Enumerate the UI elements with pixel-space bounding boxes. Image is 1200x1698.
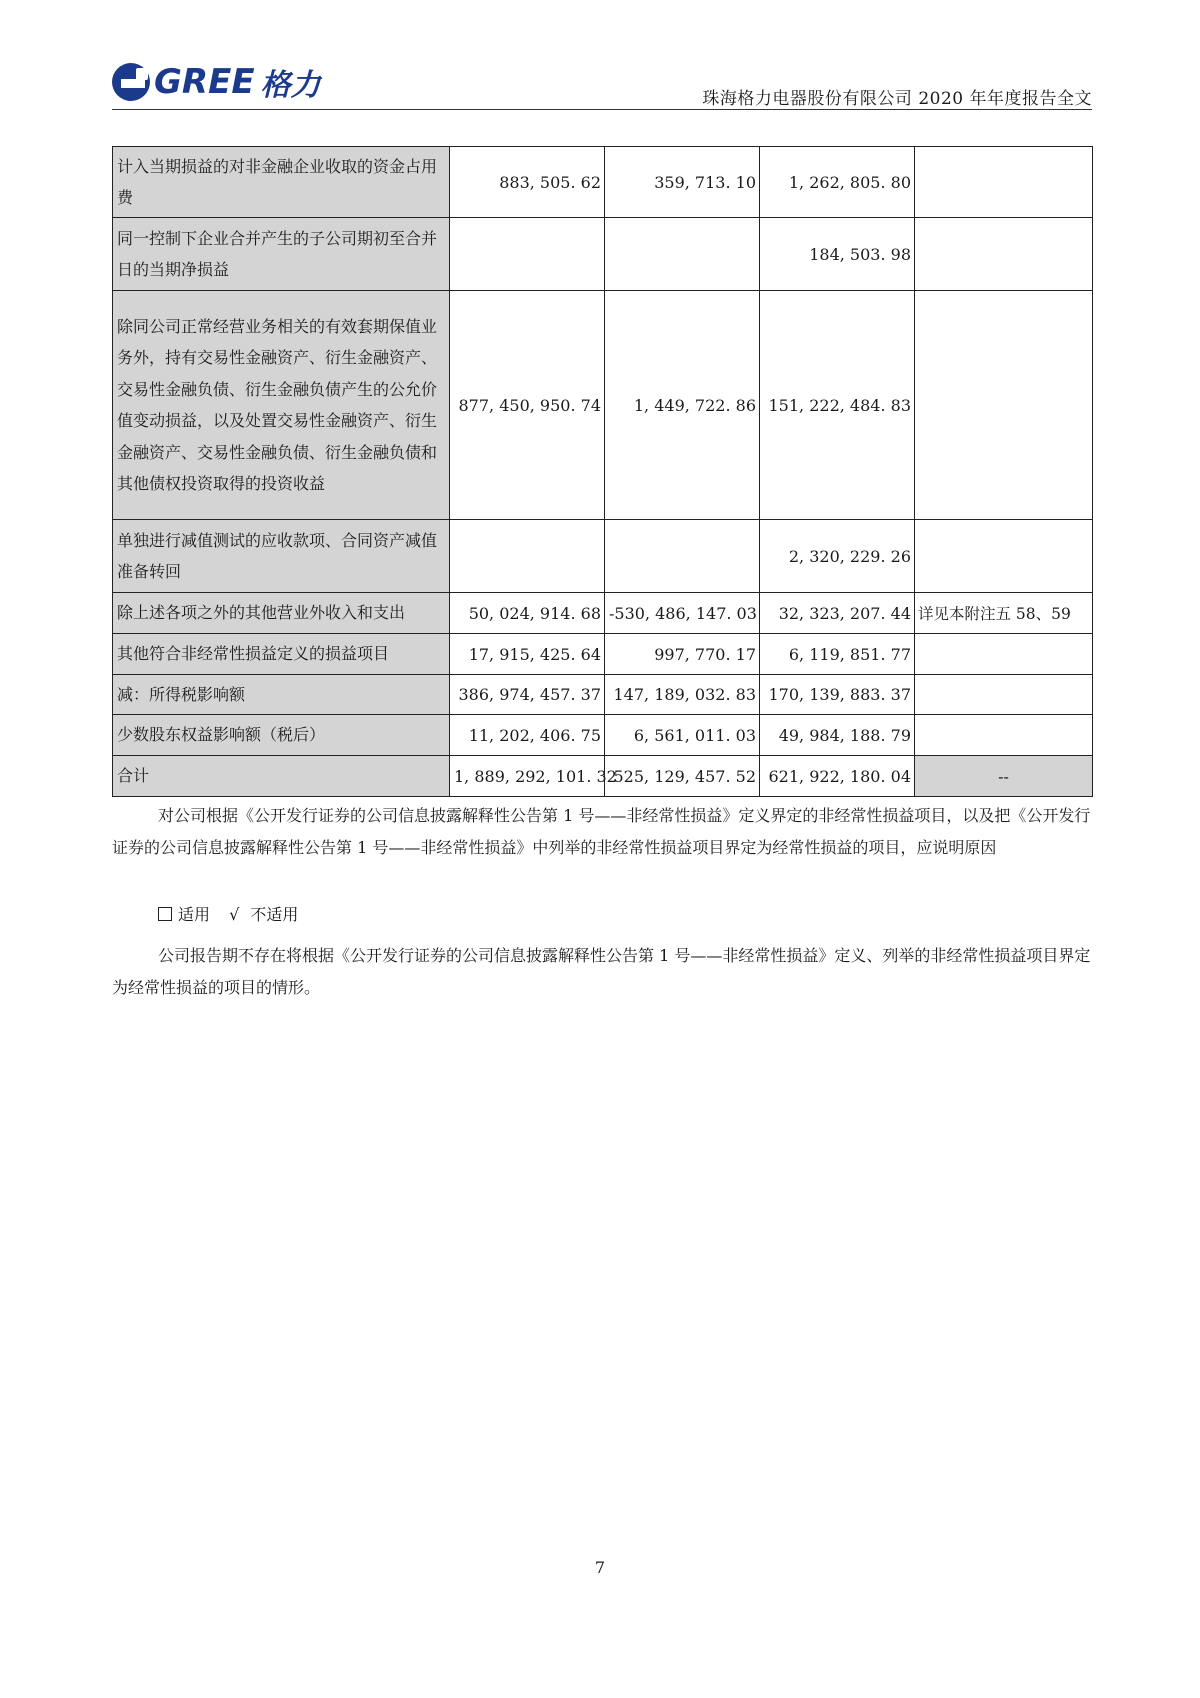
table-row-total — [113, 756, 1093, 797]
value-2018: 2, 320, 229. 26 — [760, 520, 915, 593]
logo-cn: 格力 — [260, 68, 321, 103]
value-2020: 1, 889, 292, 101. 32 — [450, 756, 605, 797]
value-2018: 184, 503. 98 — [760, 218, 915, 291]
checkbox-icon — [158, 907, 172, 921]
table-row — [113, 218, 1093, 291]
row-note — [915, 218, 1093, 291]
row-label: 合计 — [113, 756, 450, 797]
row-note — [915, 520, 1093, 593]
non-recurring-gains-table — [112, 146, 1093, 797]
value-2019: 359, 713. 10 — [605, 147, 760, 218]
applicability-line — [158, 902, 298, 925]
row-note — [915, 147, 1093, 218]
value-2020: 17, 915, 425. 64 — [450, 634, 605, 675]
value-2019: 525, 129, 457. 52 — [605, 756, 760, 797]
value-2019 — [605, 218, 760, 291]
row-note — [915, 634, 1093, 675]
table-row — [113, 520, 1093, 593]
row-label: 计入当期损益的对非金融企业收取的资金占用费 — [113, 147, 450, 218]
value-2018: 32, 323, 207. 44 — [760, 593, 915, 634]
table-row — [113, 147, 1093, 218]
row-label: 同一控制下企业合并产生的子公司期初至合并日的当期净损益 — [113, 218, 450, 291]
gree-logo-icon — [112, 63, 150, 101]
table-row — [113, 593, 1093, 634]
value-2020: 386, 974, 457. 37 — [450, 675, 605, 715]
table-row — [113, 715, 1093, 756]
value-2019: 997, 770. 17 — [605, 634, 760, 675]
row-label: 除上述各项之外的其他营业外收入和支出 — [113, 593, 450, 634]
explanation-paragraph: 对公司根据《公开发行证券的公司信息披露解释性公告第 1 号——非经常性损益》定义界定的非经常性损益项目，以及把《公开发行证券的公司信息披露解释性公告第 1 号——非经常性损益》中列举的非经常性损益项目界定为经常性损益的项目，应说明原因 — [112, 806, 1091, 857]
page-number: 7 — [594, 1558, 606, 1577]
checkmark-icon: √ — [229, 905, 240, 924]
row-label: 其他符合非经常性损益定义的损益项目 — [113, 634, 450, 675]
row-note — [915, 291, 1093, 520]
value-2019: -530, 486, 147. 03 — [605, 593, 760, 634]
row-note: 详见本附注五 58、59 — [915, 593, 1093, 634]
gree-logo — [112, 62, 321, 102]
value-2019: 1, 449, 722. 86 — [605, 291, 760, 520]
value-2020: 11, 202, 406. 75 — [450, 715, 605, 756]
table-row — [113, 291, 1093, 520]
value-2019: 147, 189, 032. 83 — [605, 675, 760, 715]
value-2018: 170, 139, 883. 37 — [760, 675, 915, 715]
value-2020: 877, 450, 950. 74 — [450, 291, 605, 520]
value-2018: 6, 119, 851. 77 — [760, 634, 915, 675]
table-row — [113, 675, 1093, 715]
page-header — [112, 56, 1092, 110]
row-label: 减：所得税影响额 — [113, 675, 450, 715]
value-2018: 49, 984, 188. 79 — [760, 715, 915, 756]
value-2019 — [605, 520, 760, 593]
row-label: 除同公司正常经营业务相关的有效套期保值业务外，持有交易性金融资产、衍生金融资产、交易性金融负债、衍生金融负债产生的公允价值变动损益，以及处置交易性金融资产、衍生金融资产、交易性金融负债、衍生金融负债和其他债权投资取得的投资收益 — [113, 291, 450, 520]
not-applicable-label: 不适用 — [250, 905, 299, 924]
value-2018: 1, 262, 805. 80 — [760, 147, 915, 218]
header-divider — [112, 109, 1092, 110]
logo-text: GREE — [154, 62, 255, 102]
value-2020: 50, 024, 914. 68 — [450, 593, 605, 634]
report-title: 珠海格力电器股份有限公司 2020 年年度报告全文 — [702, 89, 1092, 109]
value-2020 — [450, 218, 605, 291]
table-row — [113, 634, 1093, 675]
row-note — [915, 715, 1093, 756]
row-note — [915, 675, 1093, 715]
value-2019: 6, 561, 011. 03 — [605, 715, 760, 756]
statement-paragraph: 公司报告期不存在将根据《公开发行证券的公司信息披露解释性公告第 1 号——非经常性损益》定义、列举的非经常性损益项目界定为经常性损益的项目的情形。 — [112, 946, 1091, 997]
value-2020: 883, 505. 62 — [450, 147, 605, 218]
row-note: -- — [915, 756, 1093, 797]
value-2018: 151, 222, 484. 83 — [760, 291, 915, 520]
value-2020 — [450, 520, 605, 593]
row-label: 单独进行减值测试的应收款项、合同资产减值准备转回 — [113, 520, 450, 593]
value-2018: 621, 922, 180. 04 — [760, 756, 915, 797]
row-label: 少数股东权益影响额（税后） — [113, 715, 450, 756]
applicable-label: 适用 — [178, 905, 211, 924]
